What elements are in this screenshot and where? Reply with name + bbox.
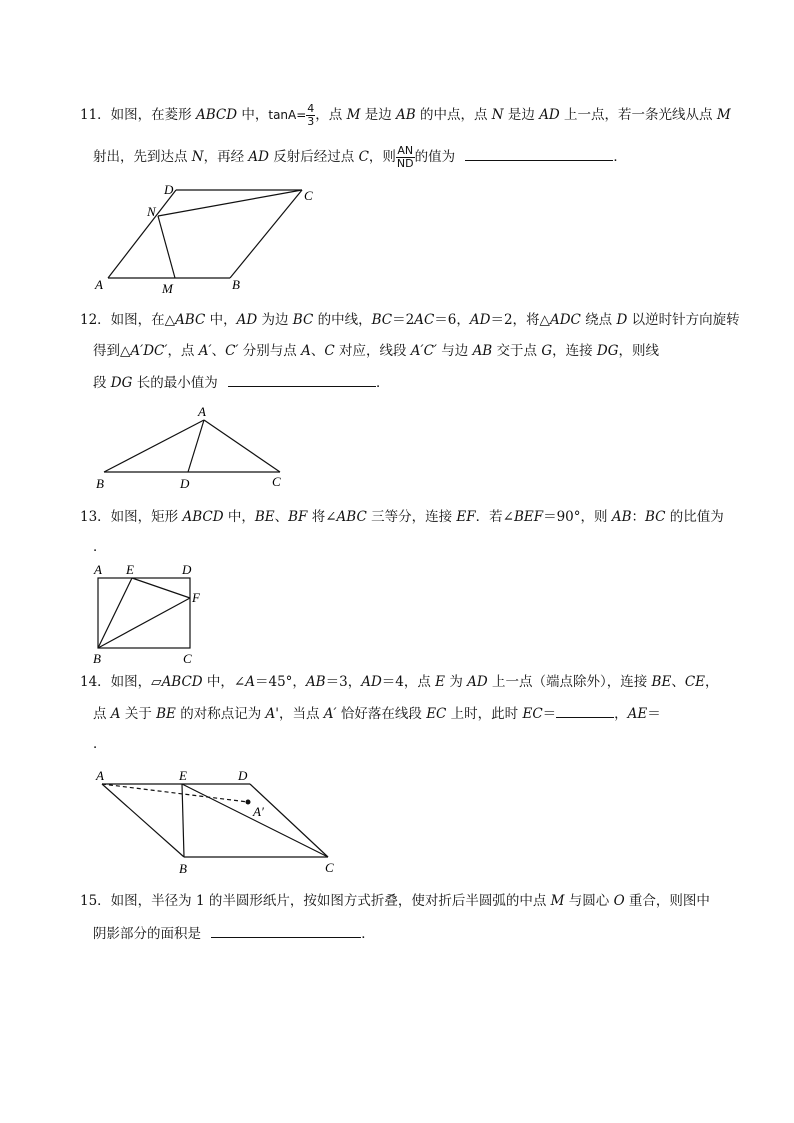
- figure-q14-parallelogram: [88, 762, 348, 880]
- q14-line-3: ．: [93, 736, 107, 752]
- segment-ec: [182, 784, 328, 857]
- segment-ef: [132, 578, 190, 598]
- ray-mn: [158, 216, 175, 278]
- q12-line-3: 段 DG 长的最小值为 ．: [93, 372, 390, 393]
- edge-bc: [230, 190, 302, 278]
- tan-fraction: $\frac{4}{3}$: [307, 102, 315, 128]
- segment-be: [98, 578, 132, 648]
- q11-line-1: 11．如图，在菱形 ABCD 中，tanA= $\frac{4}{3}$ ，点 M 是边 AB 的中点，点 N 是边 AD 上一点，若一条光线从点 M: [80, 102, 731, 128]
- label-d: D: [238, 768, 248, 783]
- edge-dc: [250, 784, 328, 857]
- edge-ab: [104, 420, 204, 472]
- q14-line-1: 14．如图，▱ABCD 中，∠A＝45°，AB＝3，AD＝4，点 E 为 AD 上一点（端点除外），连接 BE、CE，: [80, 674, 719, 690]
- label-f: F: [192, 590, 200, 605]
- label-a-prime: A′: [253, 804, 264, 819]
- q13-line-2: ．: [93, 539, 107, 555]
- answer-blank-q11[interactable]: [465, 146, 613, 161]
- label-a: A: [96, 768, 104, 783]
- segment-be: [182, 784, 184, 857]
- q15-line-1: 15．如图，半径为 1 的半圆形纸片，按如图方式折叠，使对折后半圆弧的中点 M 与圆心 O 重合，则图中: [80, 893, 710, 909]
- q14-line-2: 点 A 关于 BE 的对称点记为 A'，当点 A′ 恰好落在线段 EC 上时，此时 EC＝ ，AE＝: [93, 703, 661, 724]
- label-a: A: [198, 404, 206, 419]
- label-n: N: [147, 204, 156, 219]
- label-e: E: [179, 768, 187, 783]
- an-nd-fraction: $\frac{AN}{ND}$: [396, 144, 414, 170]
- answer-blank-q15[interactable]: [211, 923, 361, 938]
- q12-line-1: 12．如图，在△ABC 中，AD 为边 BC 的中线，BC＝2AC＝6，AD＝2，将△ADC 绕点 D 以逆时针方向旋转: [80, 312, 740, 328]
- answer-blank-ec[interactable]: [556, 703, 614, 718]
- label-b: B: [93, 651, 101, 666]
- edge-ac: [204, 420, 280, 472]
- label-b: B: [232, 277, 240, 292]
- label-a: A: [95, 277, 103, 292]
- segment-bf: [98, 598, 190, 648]
- median-ad: [188, 420, 204, 472]
- label-d: D: [164, 182, 174, 197]
- label-b: B: [179, 861, 187, 876]
- q11-line-2: 射出，先到达点 N，再经 AD 反射后经过点 C，则 $\frac{AN}{ND}$ 的值为 ．: [93, 144, 627, 170]
- figure-q12-triangle: [90, 400, 300, 495]
- q15-line-2: 阴影部分的面积是 ．: [93, 923, 375, 944]
- label-m: M: [162, 281, 173, 295]
- label-a: A: [94, 562, 102, 577]
- label-c: C: [304, 188, 313, 203]
- label-e: E: [126, 562, 134, 577]
- q12-line-2: 得到△A′DC′，点 A′、C′ 分别与点 A、C 对应，线段 A′C′ 与边 AB 交于点 G，连接 DG，则线: [93, 343, 660, 359]
- label-c: C: [272, 474, 281, 489]
- rect-abcd: [98, 578, 190, 648]
- edge-ba: [102, 784, 184, 857]
- label-b: B: [96, 476, 104, 491]
- figure-q11-rhombus: [90, 180, 330, 295]
- q13-line-1: 13．如图，矩形 ABCD 中，BE、BF 将∠ABC 三等分，连接 EF．若∠BEF＝90°，则 AB：BC 的比值为: [80, 509, 724, 525]
- ray-nc: [158, 190, 302, 216]
- figure-q13-rectangle: [88, 560, 213, 670]
- edge-da: [108, 190, 176, 278]
- dashed-a-aprime: [102, 784, 248, 802]
- label-d: D: [180, 476, 190, 491]
- answer-blank-q12[interactable]: [228, 372, 376, 387]
- label-c: C: [325, 860, 334, 875]
- label-d: D: [182, 562, 192, 577]
- label-c: C: [183, 651, 192, 666]
- point-a-prime: [246, 800, 251, 805]
